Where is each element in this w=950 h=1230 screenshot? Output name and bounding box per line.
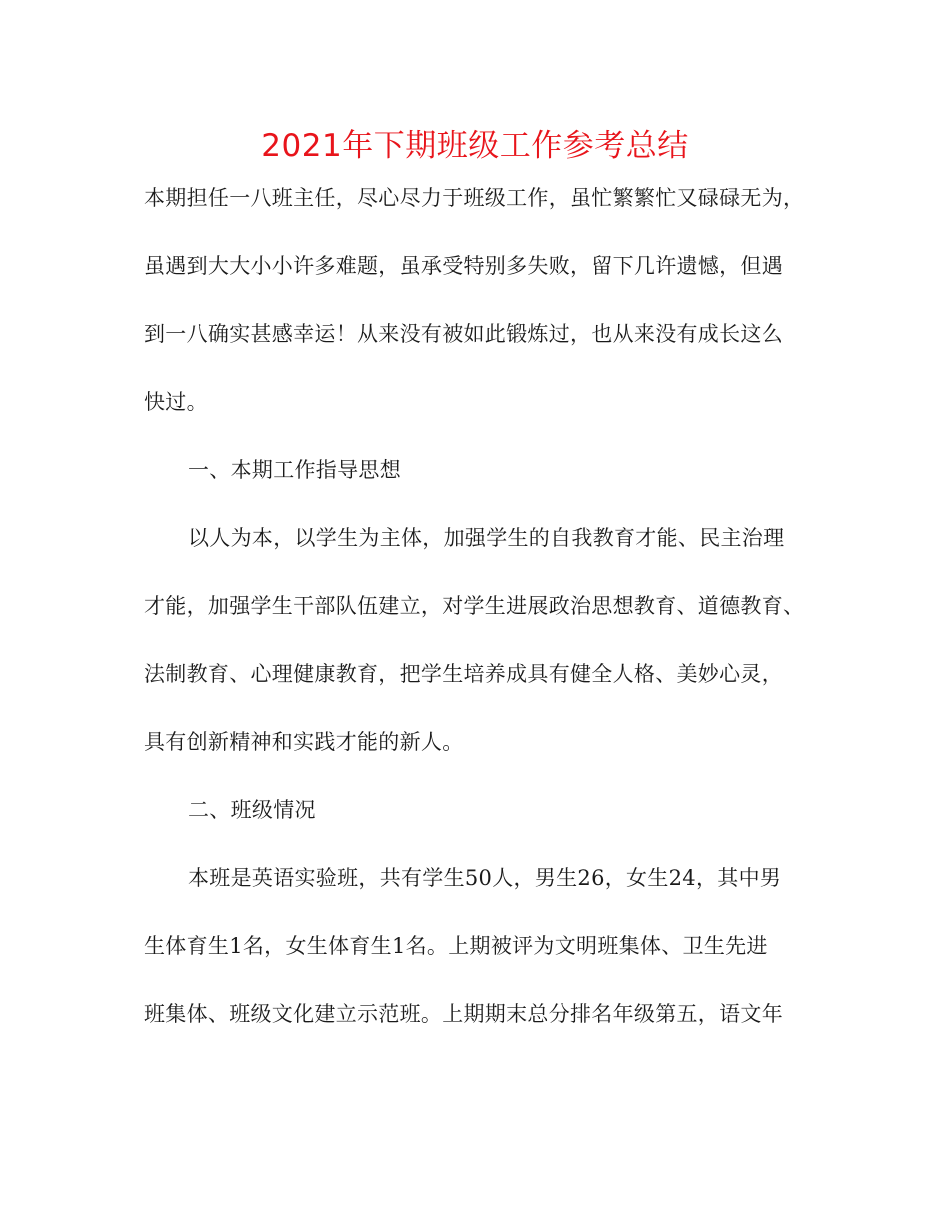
paragraph-line: 到一八确实甚感幸运！从来没有被如此锻炼过，也从来没有成长这么 xyxy=(144,322,783,346)
paragraph-line: 以人为本，以学生为主体，加强学生的自我教育才能、民主治理 xyxy=(188,526,785,550)
paragraph-line: 虽遇到大大小小许多难题，虽承受特别多失败，留下几许遗憾，但遇 xyxy=(144,254,783,278)
section-heading: 一、本期工作指导思想 xyxy=(188,458,401,482)
document-title: 2021年下期班级工作参考总结 xyxy=(261,128,689,164)
paragraph-line: 快过。 xyxy=(144,390,208,414)
paragraph-line: 班集体、班级文化建立示范班。上期期末总分排名年级第五，语文年 xyxy=(144,1002,783,1026)
paragraph-line: 法制教育、心理健康教育，把学生培养成具有健全人格、美妙心灵， xyxy=(144,662,783,686)
paragraph-line: 本期担任一八班主任，尽心尽力于班级工作，虽忙繁繁忙又碌碌无为， xyxy=(144,186,805,210)
paragraph-line: 具有创新精神和实践才能的新人。 xyxy=(144,730,464,754)
section-heading: 二、班级情况 xyxy=(188,798,316,822)
paragraph-line: 才能，加强学生干部队伍建立，对学生进展政治思想教育、道德教育、 xyxy=(144,594,805,618)
paragraph-line: 生体育生1名，女生体育生1名。上期被评为文明班集体、卫生先进 xyxy=(144,934,768,958)
paragraph-line: 本班是英语实验班，共有学生50人，男生26，女生24，其中男 xyxy=(188,866,782,890)
document-body xyxy=(144,176,814,1060)
